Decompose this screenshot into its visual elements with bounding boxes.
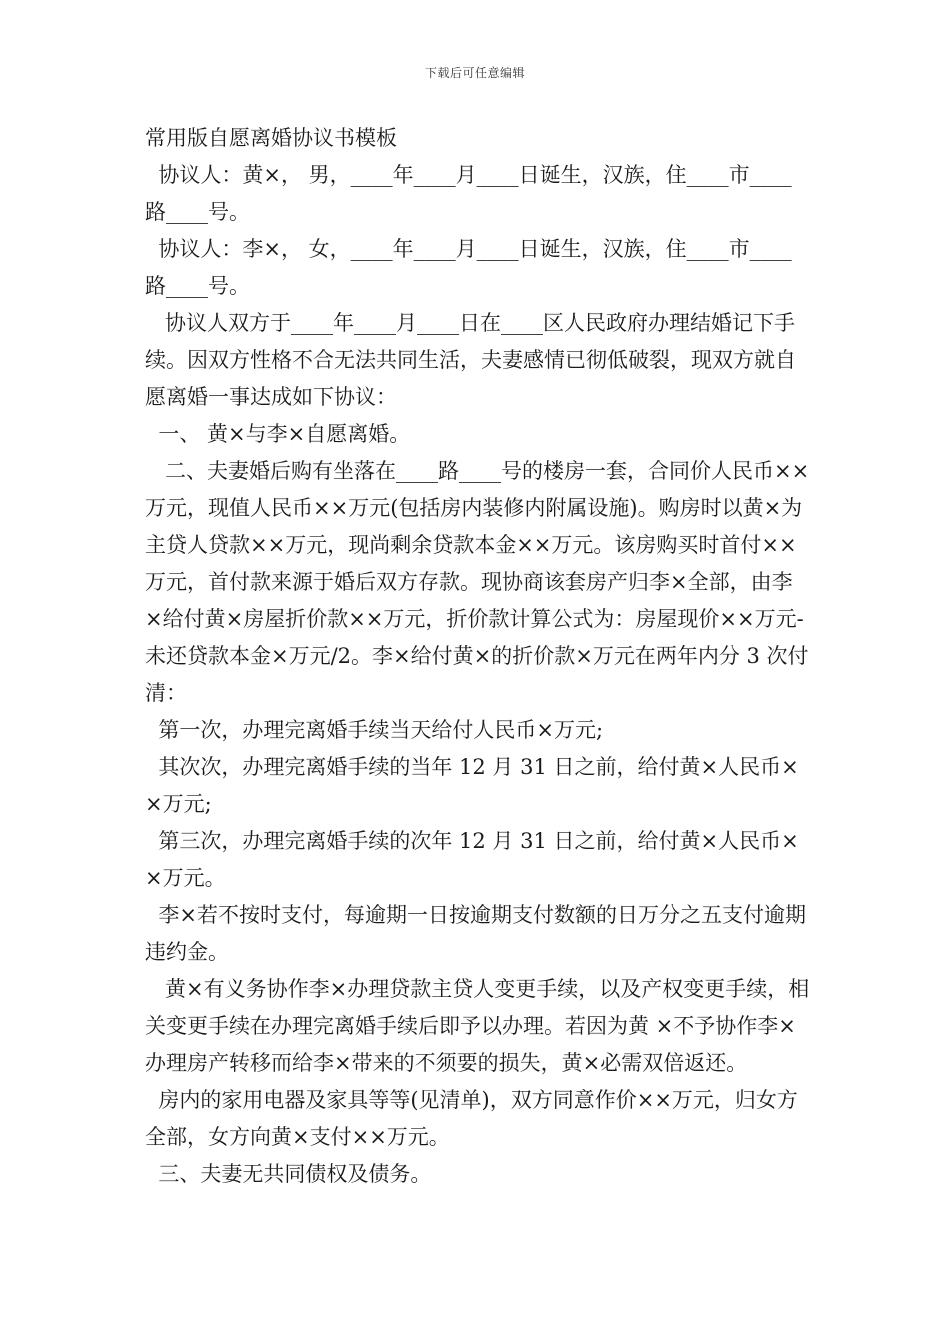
paragraph-party-wife: 协议人：李×， 女，____年____月____日诞生，汉族，住____市____路____号。 — [145, 237, 792, 298]
paragraph-clause-1: 一、 黄×与李×自愿离婚。 — [145, 422, 411, 446]
paragraph-preamble: 协议人双方于____年____月____日在____区人民政府办理结婚记下手续。因双方性格不合无法共同生活，夫妻感情已彻低破裂，现双方就自愿离婚一事达成如下协议： — [145, 311, 796, 409]
document-title: 常用版自愿离婚协议书模板 — [145, 126, 397, 150]
paragraph-loan-transfer: 黄×有义务协作李×办理贷款主贷人变更手续，以及产权变更手续，相关变更手续在办理完离婚手续后即予以办理。若因为黄 ×不予协作李×办理房产转移而给李×带来的不须要的损失，黄×必需双倍返还。 — [145, 977, 810, 1075]
page-header: 下载后可任意编辑 — [424, 66, 525, 80]
paragraph-furniture: 房内的家用电器及家具等等(见清单)，双方同意作价××万元，归女方全部，女方向黄×支付××万元。 — [145, 1088, 798, 1149]
paragraph-party-husband: 协议人：黄×， 男，____年____月____日诞生，汉族，住____市____路____号。 — [145, 163, 792, 224]
document-body — [145, 120, 810, 1193]
paragraph-late-penalty: 李×若不按时支付，每逾期一日按逾期支付数额的日万分之五支付逾期违约金。 — [145, 903, 806, 964]
paragraph-payment-1: 第一次，办理完离婚手续当天给付人民币×万元; — [145, 718, 604, 742]
paragraph-payment-3: 第三次，办理完离婚手续的次年 12 月 31 日之前，给付黄×人民币××万元。 — [145, 829, 799, 890]
paragraph-clause-2: 二、夫妻婚后购有坐落在____路____号的楼房一套，合同价人民币××万元，现值人民币××万元(包括房内装修内附属设施)。购房时以黄×为主贷人贷款××万元，现尚剩余贷款本金××万元。该房购买时首付××万元，首付款来源于婚后双方存款。现协商该套房产归李×全部，由李×给付黄×房屋折价款××万元，折价款计算公式为：房屋现价××万元-未还贷款本金×万元/2。李×给付黄×的折价款×万元在两年内分 3 次付清： — [145, 459, 810, 705]
paragraph-payment-2: 其次次，办理完离婚手续的当年 12 月 31 日之前，给付黄×人民币××万元; — [145, 755, 799, 816]
paragraph-clause-3: 三、夫妻无共同债权及债务。 — [145, 1162, 432, 1186]
